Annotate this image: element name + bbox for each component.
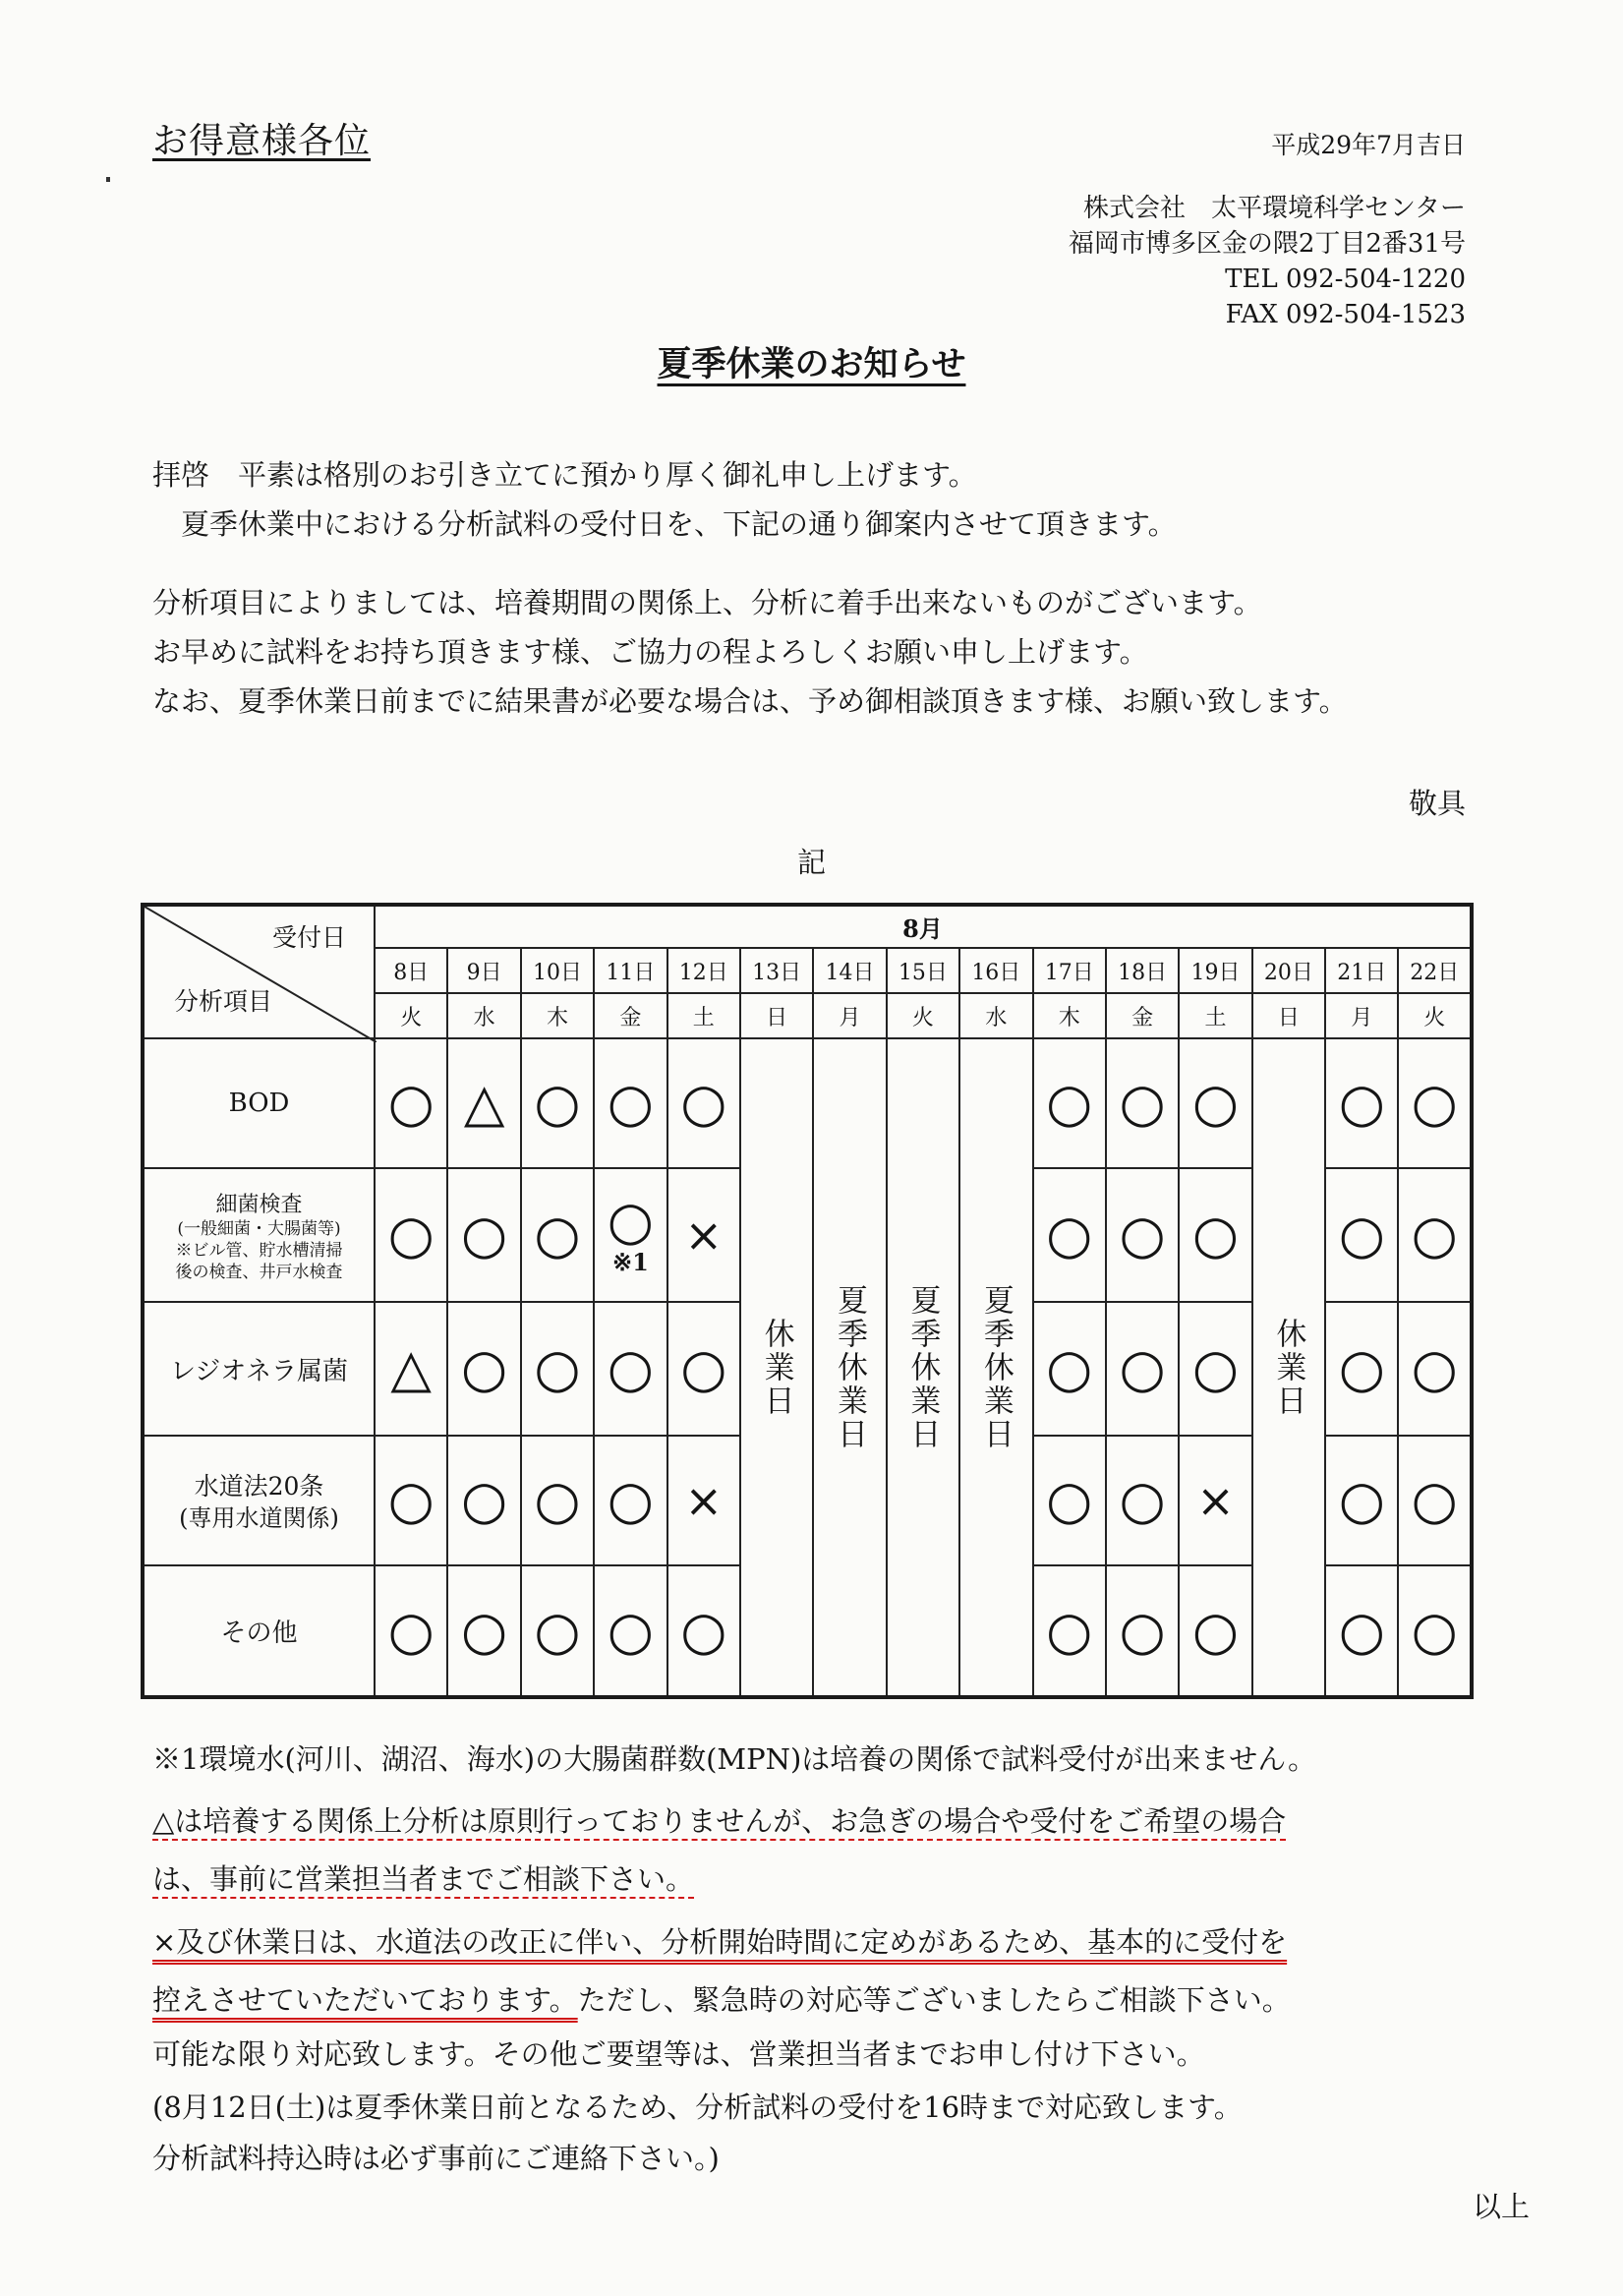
- acceptance-cell: [1325, 1302, 1398, 1436]
- row-label: [143, 1168, 375, 1302]
- circle-mark: ○: [1338, 1337, 1385, 1399]
- acceptance-cell: [1106, 1565, 1179, 1697]
- day-header: 9日: [447, 948, 520, 993]
- ki-marker: 記: [796, 846, 826, 879]
- row-label-sub: (一般細菌・大腸菌等): [177, 1218, 341, 1239]
- weekday-header: 土: [667, 993, 740, 1038]
- closing-ijo: 以上: [1472, 2190, 1530, 2223]
- row-label: [143, 1038, 375, 1168]
- note-7: (8月12日(土)は夏季休業日前となるため、分析試料の受付を16時まで対応致します。: [152, 2090, 1243, 2124]
- weekday-header: 土: [1179, 993, 1251, 1038]
- row-label-main: 水道法20条: [194, 1472, 324, 1501]
- body-line-2: お早めに試料をお持ち頂きます様、ご協力の程よろしくお願い申し上げます。: [152, 635, 1148, 669]
- acceptance-cell: [375, 1168, 447, 1302]
- weekday-header: 月: [1325, 993, 1398, 1038]
- circle-mark: ○: [387, 1072, 435, 1134]
- acceptance-cell: [447, 1565, 520, 1697]
- row-label-sub: 後の検査、井戸水検査: [175, 1262, 343, 1282]
- acceptance-cell: [375, 1038, 447, 1168]
- acceptance-cell: [1325, 1565, 1398, 1697]
- acceptance-cell: [667, 1038, 740, 1168]
- circle-mark: ○: [461, 1469, 508, 1531]
- acceptance-cell: [667, 1302, 740, 1436]
- acceptance-cell: [1179, 1436, 1251, 1565]
- circle-mark: ○: [534, 1072, 581, 1134]
- sender-tel: TEL 092-504-1220: [1225, 265, 1466, 294]
- circle-mark: ○: [1338, 1469, 1385, 1531]
- closed-day-cell: [813, 1038, 886, 1697]
- day-header: 10日: [521, 948, 594, 993]
- acceptance-cell: [1106, 1038, 1179, 1168]
- weekday-header: 木: [521, 993, 594, 1038]
- sender-block: [1069, 191, 1466, 332]
- acceptance-cell: [1179, 1168, 1251, 1302]
- weekday-header: 月: [813, 993, 886, 1038]
- acceptance-cell: [521, 1565, 594, 1697]
- document-title: 夏季休業のお知らせ: [657, 344, 966, 384]
- acceptance-cell: [521, 1436, 594, 1565]
- weekday-header: 金: [1106, 993, 1179, 1038]
- corner-label-item: 分析項目: [174, 987, 273, 1016]
- month-header: 8月: [375, 905, 1472, 948]
- circle-mark: ○: [1191, 1599, 1240, 1662]
- note-4: [152, 1917, 1529, 1967]
- circle-mark: ○: [1191, 1337, 1240, 1399]
- circle-mark: ○: [1411, 1469, 1458, 1531]
- circle-mark: ○: [607, 1469, 654, 1531]
- circle-mark: ○: [387, 1599, 435, 1662]
- circle-mark: ○: [1119, 1599, 1166, 1662]
- note-4-text: ×及び休業日は、水道法の改正に伴い、分析開始時間に定めがあるため、基本的に受付を: [152, 1925, 1288, 1959]
- acceptance-cell: [1106, 1436, 1179, 1565]
- acceptance-cell: [1398, 1168, 1472, 1302]
- day-header: 16日: [959, 948, 1032, 993]
- acceptance-cell: [667, 1168, 740, 1302]
- circle-mark: ○: [1411, 1204, 1458, 1266]
- circle-mark: ○: [1411, 1599, 1458, 1662]
- circle-mark: ○: [680, 1072, 727, 1134]
- acceptance-cell: [1106, 1302, 1179, 1436]
- note-5-rest: ただし、緊急時の対応等ございましたらご相談下さい。: [577, 1983, 1291, 2017]
- weekday-header: 火: [1398, 993, 1472, 1038]
- closed-day-label: 夏季休業日: [832, 1283, 868, 1451]
- closed-day-label: 夏季休業日: [977, 1283, 1014, 1451]
- row-label: [143, 1565, 375, 1697]
- circle-mark: ○: [1338, 1204, 1385, 1266]
- sender-fax: FAX 092-504-1523: [1225, 300, 1466, 329]
- closed-day-cell: [959, 1038, 1032, 1697]
- weekday-header: 日: [740, 993, 813, 1038]
- closed-day-label: 夏季休業日: [904, 1283, 941, 1451]
- acceptance-cell: [1398, 1302, 1472, 1436]
- acceptance-cell: [1398, 1436, 1472, 1565]
- acceptance-cell: [447, 1168, 520, 1302]
- note-6: 可能な限り対応致します。その他ご要望等は、営業担当者までお申し付け下さい。: [152, 2037, 1205, 2071]
- note-3: [152, 1854, 1529, 1904]
- acceptance-cell: [447, 1436, 520, 1565]
- closed-day-label: 休業日: [758, 1317, 794, 1418]
- acceptance-cell: [1106, 1168, 1179, 1302]
- closed-day-cell: [887, 1038, 959, 1697]
- closed-day-label: 休業日: [1270, 1317, 1306, 1418]
- circle-mark: ○: [534, 1337, 581, 1399]
- schedule-table: [141, 903, 1474, 1699]
- sender-company: 株式会社 太平環境科学センター: [1083, 194, 1466, 223]
- acceptance-cell: [521, 1038, 594, 1168]
- weekday-header: 水: [447, 993, 520, 1038]
- circle-mark: ○: [1119, 1204, 1166, 1266]
- day-header: 15日: [887, 948, 959, 993]
- row-label-sub: ※ビル管、貯水槽清掃: [175, 1240, 343, 1261]
- circle-mark: ○: [387, 1469, 435, 1531]
- circle-mark: ○: [1119, 1337, 1166, 1399]
- acceptance-cell: [1398, 1038, 1472, 1168]
- table-corner: [143, 905, 375, 1038]
- circle-mark: ○: [1046, 1469, 1093, 1531]
- acceptance-cell: [1033, 1565, 1106, 1697]
- circle-mark: ○: [1119, 1072, 1166, 1134]
- day-header: 13日: [740, 948, 813, 993]
- acceptance-cell: [594, 1038, 667, 1168]
- circle-mark: ○: [387, 1204, 435, 1266]
- day-header: 11日: [594, 948, 667, 993]
- circle-mark: ○: [534, 1469, 581, 1531]
- acceptance-cell: [1179, 1038, 1251, 1168]
- acceptance-cell: [521, 1168, 594, 1302]
- day-header: 17日: [1033, 948, 1106, 993]
- circle-mark: ○: [1411, 1072, 1458, 1134]
- circle-mark: ○: [607, 1072, 654, 1134]
- cross-mark: ×: [684, 1208, 724, 1262]
- acceptance-cell: [375, 1302, 447, 1436]
- acceptance-cell: [1325, 1038, 1398, 1168]
- acceptance-cell: [521, 1302, 594, 1436]
- acceptance-cell: [1398, 1565, 1472, 1697]
- acceptance-cell: [1179, 1302, 1251, 1436]
- circle-mark: ○: [607, 1337, 654, 1399]
- row-label: [143, 1436, 375, 1565]
- day-header: 18日: [1106, 948, 1179, 993]
- closed-day-cell: [1252, 1038, 1325, 1697]
- circle-mark: ○: [1191, 1204, 1240, 1266]
- issue-date: 平成29年7月吉日: [1271, 131, 1466, 159]
- circle-mark: ○: [534, 1599, 581, 1662]
- circle-mark: ○: [1046, 1204, 1093, 1266]
- acceptance-cell: [1033, 1168, 1106, 1302]
- acceptance-cell: [1033, 1436, 1106, 1565]
- note-1: ※1環境水(河川、湖沼、海水)の大腸菌群数(MPN)は培養の関係で試料受付が出来ません。: [152, 1742, 1317, 1776]
- circle-mark: ○: [1046, 1337, 1093, 1399]
- day-header: 14日: [813, 948, 886, 993]
- circle-mark: ○: [607, 1189, 654, 1252]
- acceptance-cell: [1325, 1168, 1398, 1302]
- acceptance-cell: [594, 1565, 667, 1697]
- row-label-main: 細菌検査: [215, 1192, 303, 1217]
- acceptance-cell: [1033, 1302, 1106, 1436]
- weekday-header: 火: [887, 993, 959, 1038]
- day-header: 22日: [1398, 948, 1472, 993]
- circle-mark: ○: [1046, 1599, 1093, 1662]
- circle-mark: ○: [1046, 1072, 1093, 1134]
- corner-label-date: 受付日: [271, 923, 346, 952]
- row-label-main: レジオネラ属菌: [169, 1356, 349, 1386]
- acceptance-cell: [447, 1302, 520, 1436]
- cross-mark: ×: [684, 1474, 724, 1527]
- table-row: [143, 1038, 1472, 1168]
- note-2: [152, 1796, 1529, 1846]
- triangle-mark: △: [390, 1337, 432, 1399]
- acceptance-cell: [447, 1038, 520, 1168]
- closing-keigu: 敬具: [1408, 787, 1466, 820]
- circle-mark: ○: [1338, 1072, 1385, 1134]
- day-header: 20日: [1252, 948, 1325, 993]
- day-header: 12日: [667, 948, 740, 993]
- circle-mark: ○: [1338, 1599, 1385, 1662]
- acceptance-cell: [667, 1565, 740, 1697]
- sender-address: 福岡市博多区金の隈2丁目2番31号: [1068, 229, 1466, 259]
- acceptance-cell: [594, 1436, 667, 1565]
- body-line-3: なお、夏季休業日前までに結果書が必要な場合は、予め御相談頂きます様、お願い致します。: [152, 684, 1348, 718]
- circle-mark: ○: [607, 1599, 654, 1662]
- circle-mark: ○: [461, 1204, 508, 1266]
- row-label-main: その他: [220, 1619, 298, 1648]
- note-8: 分析試料持込時は必ず事前にご連絡下さい。): [152, 2142, 720, 2175]
- note-2-text: △は培養する関係上分析は原則行っておりませんが、お急ぎの場合や受付をご希望の場合: [152, 1804, 1287, 1838]
- circle-mark: ○: [534, 1204, 581, 1266]
- circle-mark: ○: [1119, 1469, 1166, 1531]
- row-label: [143, 1302, 375, 1436]
- circle-mark: ○: [461, 1599, 508, 1662]
- day-header: 21日: [1325, 948, 1398, 993]
- circle-mark: ○: [1411, 1337, 1458, 1399]
- note-5: [152, 1975, 1529, 2025]
- weekday-header: 金: [594, 993, 667, 1038]
- body-line-1: 分析項目によりましては、培養期間の関係上、分析に着手出来ないものがございます。: [152, 586, 1262, 619]
- circle-mark: ○: [1191, 1072, 1240, 1134]
- day-header: 19日: [1179, 948, 1251, 993]
- acceptance-cell: [375, 1565, 447, 1697]
- acceptance-cell: [594, 1168, 667, 1302]
- acceptance-cell: [667, 1436, 740, 1565]
- weekday-header: 水: [959, 993, 1032, 1038]
- acceptance-cell: [1033, 1038, 1106, 1168]
- circle-mark: ○: [680, 1599, 727, 1662]
- acceptance-cell: [375, 1436, 447, 1565]
- triangle-mark: △: [463, 1072, 505, 1134]
- footnote-ref: ※1: [611, 1247, 649, 1276]
- cross-mark: ×: [1196, 1474, 1235, 1527]
- note-3-text: は、事前に営業担当者までご相談下さい。: [152, 1862, 695, 1896]
- circle-mark: ○: [461, 1337, 508, 1399]
- addressee: お得意様各位: [152, 121, 372, 161]
- closed-day-cell: [740, 1038, 813, 1697]
- acceptance-cell: [1179, 1565, 1251, 1697]
- greeting-line: 拝啓 平素は格別のお引き立てに預かり厚く御礼申し上げます。: [152, 458, 977, 492]
- note-5-underlined: 控えさせていただいております。: [152, 1983, 578, 2017]
- circle-mark: ○: [680, 1337, 727, 1399]
- weekday-header: 日: [1252, 993, 1325, 1038]
- intro-line: 夏季休業中における分析試料の受付日を、下記の通り御案内させて頂きます。: [152, 507, 1177, 541]
- weekday-header: 火: [375, 993, 447, 1038]
- row-label-main: BOD: [228, 1089, 290, 1118]
- acceptance-cell: [594, 1302, 667, 1436]
- scan-speck: [106, 177, 110, 182]
- row-label-sub: (専用水道関係): [179, 1504, 339, 1532]
- acceptance-cell: [1325, 1436, 1398, 1565]
- day-header: 8日: [375, 948, 447, 993]
- weekday-header: 木: [1033, 993, 1106, 1038]
